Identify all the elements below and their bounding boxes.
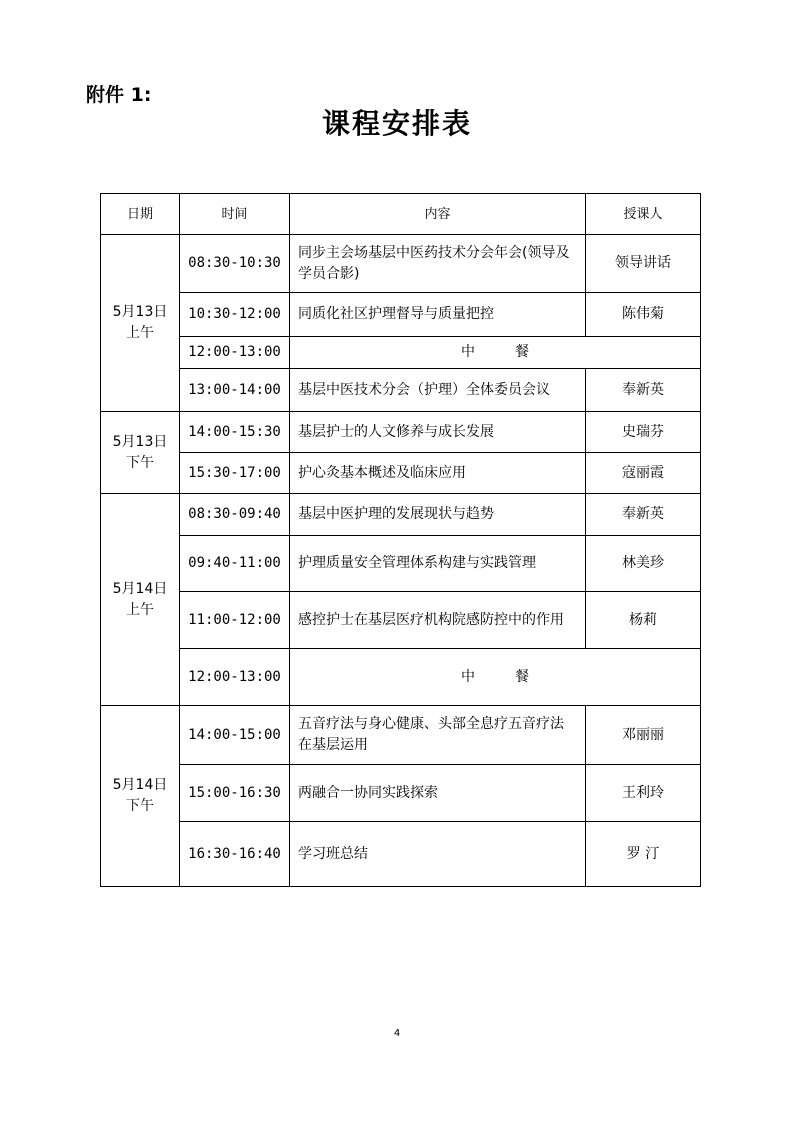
- lunch-cell: [290, 337, 701, 369]
- date-day: 5月14日: [112, 580, 168, 597]
- table-row: [101, 369, 701, 412]
- time-cell: 11:00-12:00: [180, 592, 290, 649]
- time-cell: 13:00-14:00: [180, 369, 290, 412]
- table-row: [101, 494, 701, 536]
- content-cell: 同步主会场基层中医药技术分会年会(领导及学员合影): [290, 235, 586, 293]
- content-cell: 护心灸基本概述及临床应用: [290, 453, 586, 494]
- time-cell: 12:00-13:00: [180, 337, 290, 369]
- table-row: [101, 536, 701, 592]
- table-row: [101, 592, 701, 649]
- teacher-cell: 寇丽霞: [586, 453, 701, 494]
- content-cell: 学习班总结: [290, 822, 586, 887]
- teacher-cell: 奉新英: [586, 369, 701, 412]
- content-cell: 感控护士在基层医疗机构院感防控中的作用: [290, 592, 586, 649]
- date-period: 上午: [126, 601, 154, 618]
- teacher-cell: 邓丽丽: [586, 706, 701, 765]
- date-period: 下午: [126, 798, 154, 814]
- lunch-text-a: 中: [461, 344, 475, 360]
- time-cell: 08:30-10:30: [180, 235, 290, 293]
- table-row: [101, 293, 701, 337]
- time-cell: 14:00-15:00: [180, 706, 290, 765]
- table-row: [101, 649, 701, 706]
- page-title: 课程安排表: [321, 107, 472, 140]
- time-cell: 12:00-13:00: [180, 649, 290, 706]
- date-cell: [101, 412, 180, 494]
- content-cell: 基层中医技术分会（护理）全体委员会议: [290, 369, 586, 412]
- teacher-cell: 陈伟菊: [586, 293, 701, 337]
- date-cell: [101, 706, 180, 887]
- date-day: 5月14日: [112, 777, 168, 793]
- time-cell: 14:00-15:30: [180, 412, 290, 453]
- teacher-cell: 杨莉: [586, 592, 701, 649]
- table-row: [101, 453, 701, 494]
- date-period: 上午: [126, 325, 154, 341]
- header-content: 内容: [290, 194, 586, 235]
- table-row: [101, 235, 701, 293]
- teacher-cell: 林美珍: [586, 536, 701, 592]
- schedule-table: [100, 193, 701, 887]
- header-time: 时间: [180, 194, 290, 235]
- lunch-text-b: 餐: [515, 344, 529, 360]
- date-day: 5月13日: [112, 433, 168, 450]
- content-cell: 基层中医护理的发展现状与趋势: [290, 494, 586, 536]
- time-cell: 10:30-12:00: [180, 293, 290, 337]
- table-row: [101, 412, 701, 453]
- time-cell: 15:00-16:30: [180, 765, 290, 822]
- teacher-cell: 史瑞芬: [586, 412, 701, 453]
- teacher-cell: 王利玲: [586, 765, 701, 822]
- header-date: 日期: [101, 194, 180, 235]
- lunch-text-a: 中: [461, 668, 475, 685]
- page-number: 4: [393, 1028, 401, 1039]
- time-cell: 09:40-11:00: [180, 536, 290, 592]
- content-cell: 基层护士的人文修养与成长发展: [290, 412, 586, 453]
- time-cell: 08:30-09:40: [180, 494, 290, 536]
- teacher-cell: 领导讲话: [586, 235, 701, 293]
- date-cell: [101, 494, 180, 706]
- content-cell: 五音疗法与身心健康、头部全息疗五音疗法在基层运用: [290, 706, 586, 765]
- table-row: [101, 765, 701, 822]
- content-cell: 同质化社区护理督导与质量把控: [290, 293, 586, 337]
- content-cell: 护理质量安全管理体系构建与实践管理: [290, 536, 586, 592]
- attachment-label: 附件 1:: [86, 84, 152, 106]
- table-row: [101, 706, 701, 765]
- table-header-row: [101, 194, 701, 235]
- table-row: [101, 822, 701, 887]
- table-row: [101, 337, 701, 369]
- header-teacher: 授课人: [586, 194, 701, 235]
- date-cell: [101, 235, 180, 412]
- time-cell: 16:30-16:40: [180, 822, 290, 887]
- date-day: 5月13日: [112, 304, 168, 320]
- content-cell: 两融合一协同实践探索: [290, 765, 586, 822]
- teacher-cell: 奉新英: [586, 494, 701, 536]
- time-cell: 15:30-17:00: [180, 453, 290, 494]
- lunch-text-b: 餐: [515, 668, 529, 685]
- lunch-cell: [290, 649, 701, 706]
- date-period: 下午: [126, 454, 154, 471]
- teacher-cell: 罗 汀: [586, 822, 701, 887]
